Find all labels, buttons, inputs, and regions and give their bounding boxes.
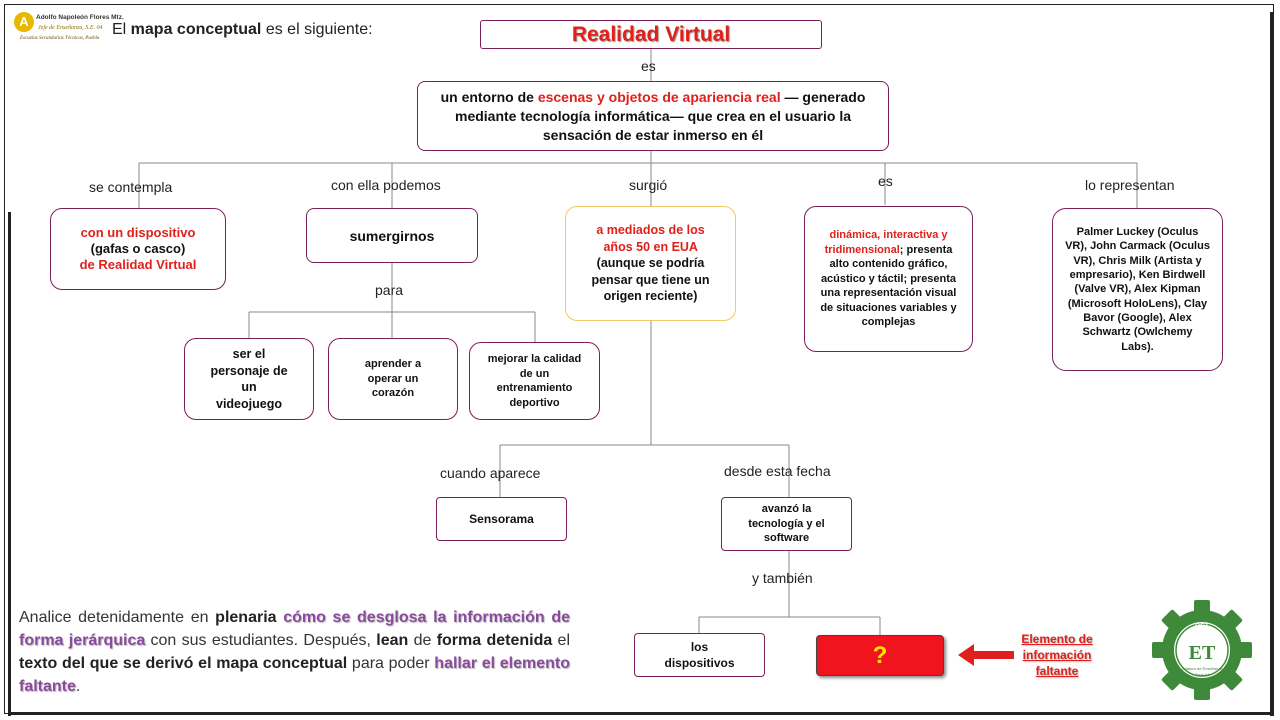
node-avanzo: avanzó la tecnología y el software <box>721 497 852 551</box>
dst-sub: Jefatura de Enseñanza <box>1181 666 1223 671</box>
dst-initials: ET <box>1188 642 1216 664</box>
node-personaje: ser el personaje de un videojuego <box>184 338 314 420</box>
node-dinamica: dinámica, interactiva y tridimensional; presenta alto contenido gráfico, acústico y táctil; presenta una representación visual de situaciones variables y complejas <box>804 206 973 352</box>
node-sumergirnos: sumergirnos <box>306 208 478 263</box>
concept-title: Realidad Virtual <box>480 20 822 49</box>
connector-con-ella: con ella podemos <box>331 177 441 193</box>
connector-y-tambien: y también <box>752 570 813 586</box>
missing-element-label: Elemento de información faltante <box>1021 632 1093 678</box>
connector-surgio: surgió <box>629 177 668 193</box>
missing-element-box[interactable]: ? <box>816 635 944 676</box>
node-dispositivos: los dispositivos <box>634 633 765 677</box>
node-deportivo: mejorar la calidad de un entrenamiento deportivo <box>469 342 600 420</box>
node-corazon: aprender a operar un corazón <box>328 338 458 420</box>
node-definition: un entorno de escenas y objetos de apariencia real — generado mediante tecnología informática— que crea en el usuario la sensación de estar inmerso en él <box>417 81 889 151</box>
connector-para: para <box>375 282 404 298</box>
connector-se-contempla: se contempla <box>89 179 173 195</box>
node-dispositivo: con un dispositivo (gafas o casco) de Realidad Virtual <box>50 208 226 290</box>
author-school: Escuelas Secundarias Técnicas, Puebla <box>20 36 100 41</box>
dst-acronym: DST <box>1195 623 1209 630</box>
connector-cuando-aparece: cuando aparece <box>440 465 541 481</box>
author-role: Jefe de Enseñanza, S.E. 04 <box>38 25 103 31</box>
node-representantes: Palmer Luckey (Oculus VR), John Carmack (Oculus VR), Chris Milk (Artista y empresario), Ken Birdwell (Valve VR), Alex Kipman (Microsoft HoloLens), Clay Bavor (Google), Alex Schwartz (Owlchemy Labs). <box>1052 208 1223 371</box>
dst-zone: Zona 04 <box>1194 672 1210 677</box>
dst-gear-logo <box>1150 598 1254 702</box>
connector-lo-representan: lo representan <box>1085 177 1175 193</box>
node-mediados: a mediados de los años 50 en EUA (aunque se podría pensar que tiene un origen reciente) <box>565 206 736 321</box>
instructions-text: Analice detenidamente en plenaria cómo se desglosa la información de forma jerárquica con sus estudiantes. Después, lean de forma detenida el texto del que se derivó el mapa conceptual para poder hallar el elemento faltante. <box>19 609 571 695</box>
connector-desde-esta-fecha: desde esta fecha <box>724 463 831 479</box>
author-logo-mark: A <box>14 12 34 32</box>
connector-es-mid: es <box>878 173 893 189</box>
author-logo <box>14 12 124 46</box>
intro-text: El mapa conceptual es el siguiente: <box>112 21 373 38</box>
node-sensorama: Sensorama <box>436 497 567 541</box>
left-arrow-icon <box>958 644 1014 666</box>
author-name: Adolfo Napoleón Flores Mtz. <box>36 14 124 21</box>
connector-es-top: es <box>641 58 656 74</box>
